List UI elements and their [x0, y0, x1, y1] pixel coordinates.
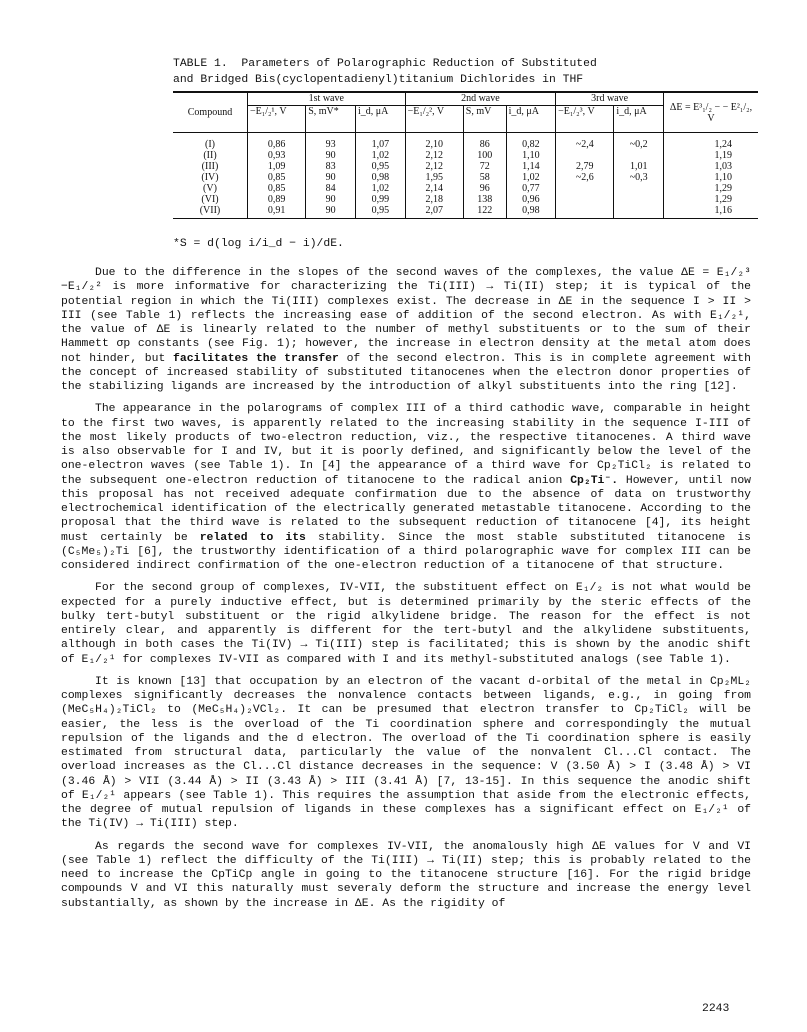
header-w3-e: −E₁/₂³, V	[556, 106, 614, 133]
cell-delta-e: 1,19	[664, 150, 759, 161]
cell-compound: (I)	[205, 139, 215, 150]
cell-e2: 2,18	[405, 194, 463, 205]
paragraph-5: As regards the second wave for complexes IV-VII, the anomalously high ΔE values for V and VI (see Table 1) reflect the difficulty of the Ti(III) → Ti(II) step; this is probably related to the need to increase the CpTiCp angle in going to the titanocene structure [16]. For the rigid bridge compounds V and VI this naturally must severaly deform the structure and increase the energy level substantially, as shown by the increase in ΔE. As the rigidity of	[61, 840, 751, 910]
cell-e1: 0,91	[248, 205, 306, 219]
paragraph-text: The appearance in the polarograms of complex III of a third cathodic wave, comparable in height to the first two waves, is apparently related to the increasing stability in the sequence I-III of the most likely products of two-electron reduction, viz., the respective titanocenes. A third wave is also observable for I and IV, but it is poorly defined, and significantly below the level of the one-electron waves (see Table 1). In [4] the appearance of a third wave for Cp₂TiCl₂ is related to the subsequent one-electron reduction of titanocene to the radical anion	[61, 403, 751, 487]
cell-compound: (VII)	[173, 205, 248, 219]
cell-s1: 84	[306, 183, 356, 194]
cell-compound: (III)	[201, 161, 219, 172]
paragraph-text: of the second electron. This is in complete agreement with the concept of increased stability of substituted titanocenes when the electron donor properties of the stabilizing ligands are increased by the introduction of alkyl substituents into the ring [12].	[61, 352, 751, 393]
cell-e2: 1,95	[405, 172, 463, 183]
cell-compound: (VI)	[201, 194, 219, 205]
cell-s2: 72	[463, 161, 506, 172]
cell-s1: 83	[306, 161, 356, 172]
header-delta-e: ΔE = E³₁/₂ − − E²₁/₂, V	[664, 92, 759, 133]
cell-i2: 1,10	[506, 150, 556, 161]
cell-i3: 1,01	[614, 161, 664, 172]
cell-i1: 0,99	[356, 194, 406, 205]
paragraph-text: Due to the difference in the slopes of the second waves of the complexes, the value ΔE = E₁/₂³ −E₁/₂² is more informative for characterizing the Ti(III) → Ti(II) step; it is typical of the potential region in which the Ti(III) complexes exist. The decrease in ΔE in the sequence I > II > III (see Table 1) reflects the increasing ease of addition of the second electron. As with E₁/₂¹, the value of ΔE is linearly related to the number of methyl substituents or to the sum of their Hammett σp constants (see Fig. 1); however, the increase in electron density at the metal atom does not hinder, but	[61, 267, 751, 365]
table-row	[173, 194, 758, 205]
cell-e2: 2,07	[405, 205, 463, 219]
header-w1-id: i_d, μA	[356, 106, 406, 133]
header-w2-id: i_d, μA	[506, 106, 556, 133]
cell-i3	[614, 183, 664, 194]
cell-e3: ~2,6	[556, 172, 614, 183]
table-row	[173, 150, 758, 161]
header-wave-1: 1st wave	[248, 92, 406, 106]
caption-line-1: TABLE 1. Parameters of Polarographic Reduction of Substituted	[173, 58, 597, 70]
cell-e1: 0,85	[248, 172, 306, 183]
page-number: 2243	[702, 1003, 730, 1015]
cell-delta-e: 1,29	[664, 183, 759, 194]
emphasis-text: Cp₂Ti⁻.	[570, 474, 619, 487]
header-compound: Compound	[173, 92, 248, 133]
cell-delta-e: 1,24	[664, 133, 759, 151]
cell-i2: 1,02	[506, 172, 556, 183]
cell-e2: 2,10	[405, 133, 463, 151]
paragraph-2	[61, 402, 751, 573]
cell-e2: 2,14	[405, 183, 463, 194]
paragraph-1	[61, 266, 751, 394]
cell-e1: 1,09	[248, 161, 306, 172]
cell-s2: 58	[463, 172, 506, 183]
cell-s1: 90	[306, 194, 356, 205]
cell-i2: 0,98	[506, 205, 556, 219]
cell-i1: 1,07	[356, 133, 406, 151]
header-w2-s: S, mV	[463, 106, 506, 133]
table-row	[173, 183, 758, 194]
table-row	[173, 133, 758, 151]
header-w1-s: S, mV*	[306, 106, 356, 133]
cell-s2: 122	[463, 205, 506, 219]
cell-i1: 1,02	[356, 150, 406, 161]
paragraph-3: For the second group of complexes, IV-VII, the substituent effect on E₁/₂ is not what would be expected for a purely inductive effect, but is determined primarily by the steric effects of the bulky tert-butyl substituent or the rigid alkylidene bridge. The reason for the effect is not entirely clear, and apparently is different for the tert-butyl and the alkylidene substituents, although in both cases the Ti(IV) → Ti(III) step is facilitated; this is shown by the anodic shift of E₁/₂¹ for complexes IV-VII as compared with I and its methyl-substituted analogs (see Table 1).	[61, 582, 751, 666]
cell-e1: 0,85	[248, 183, 306, 194]
cell-e3	[556, 183, 614, 194]
table-footnote: *S = d(log i/i_d − i)/dE.	[173, 238, 344, 250]
cell-s1: 90	[306, 205, 356, 219]
cell-i3: ~0,2	[614, 133, 664, 151]
cell-e2: 2,12	[405, 161, 463, 172]
table-group-header-row	[173, 92, 758, 106]
cell-i2: 0,77	[506, 183, 556, 194]
header-w2-e: −E₁/₂², V	[405, 106, 463, 133]
cell-i3	[614, 150, 664, 161]
cell-i3	[614, 205, 664, 219]
polarographic-table	[173, 91, 758, 219]
header-w3-id: i_d, μA	[614, 106, 664, 133]
cell-e3: ~2,4	[556, 133, 614, 151]
cell-e1: 0,86	[248, 133, 306, 151]
cell-i3	[614, 194, 664, 205]
cell-e3	[556, 150, 614, 161]
cell-s1: 90	[306, 172, 356, 183]
cell-compound: (II)	[203, 150, 217, 161]
cell-i2: 0,96	[506, 194, 556, 205]
cell-delta-e: 1,16	[664, 205, 759, 219]
cell-delta-e: 1,10	[664, 172, 759, 183]
cell-i1: 0,95	[356, 205, 406, 219]
cell-s2: 100	[463, 150, 506, 161]
cell-i1: 1,02	[356, 183, 406, 194]
header-w1-e: −E₁/₂¹, V	[248, 106, 306, 133]
cell-e1: 0,89	[248, 194, 306, 205]
paragraph-text: However, until now this proposal has not received adequate confirmation due to the absence of data on trustworthy electrochemical identification of the electrically generated metastable titanocene. According to the proposal that the third wave is related to the subsequent reduction of titanocene [4], its height must certainly be	[61, 474, 751, 544]
paragraph-text: stability. Since the most stable substituted titanocene is (C₅Me₅)₂Ti [6], the trustworthy identification of a third polarographic wave for complex III can be considered indirect confirmation of the one-electron reduction of a titanocene of that structure.	[61, 531, 751, 572]
cell-compound: (IV)	[201, 172, 219, 183]
cell-delta-e: 1,29	[664, 194, 759, 205]
cell-i3: ~0,3	[614, 172, 664, 183]
cell-e2: 2,12	[405, 150, 463, 161]
table-row	[173, 205, 758, 219]
cell-i1: 0,95	[356, 161, 406, 172]
cell-e3	[556, 194, 614, 205]
cell-s1: 93	[306, 133, 356, 151]
cell-delta-e: 1,03	[664, 161, 759, 172]
table-caption	[173, 56, 733, 88]
cell-i1: 0,98	[356, 172, 406, 183]
cell-s2: 96	[463, 183, 506, 194]
header-wave-3: 3rd wave	[556, 92, 664, 106]
table-row	[173, 161, 758, 172]
cell-s1: 90	[306, 150, 356, 161]
cell-e3: 2,79	[556, 161, 614, 172]
cell-i2: 1,14	[506, 161, 556, 172]
cell-s2: 86	[463, 133, 506, 151]
emphasis-text: facilitates the transfer	[173, 352, 339, 365]
table-row	[173, 172, 758, 183]
cell-i2: 0,82	[506, 133, 556, 151]
paragraph-4: It is known [13] that occupation by an electron of the vacant d-orbital of the metal in Cp₂ML₂ complexes significantly decreases the nonvalence contacts between ligands, e.g., in going from (MeC₅H₄)₂TiCl₂ to (MeC₅H₄)₂VCl₂. It can be presumed that electron transfer to Cp₂TiCl₂ will be easier, the less is the overload of the Ti coordination sphere and correspondingly the mutual repulsion of the ligands and the d electron. The overload of the Ti coordination sphere is easily estimated from structural data, particularly the value of the nonvalent Cl...Cl contact. The overload increases as the Cl...Cl distance decreases in the sequence: V (3.50 Å) > I (3.48 Å) > VI (3.46 Å) > VII (3.44 Å) > II (3.43 Å) > III (3.41 Å) [7, 13-15]. In this sequence the anodic shift of E₁/₂¹ appears (see Table 1). This requires the assumption that aside from the electronic effects, the degree of mutual repulsion of ligands in these complexes has a significant effect on E₁/₂¹ of the Ti(IV) → Ti(III) step.	[61, 675, 751, 831]
caption-line-2: and Bridged Bis(cyclopentadienyl)titanium Dichlorides in THF	[173, 74, 584, 86]
header-wave-2: 2nd wave	[405, 92, 556, 106]
article-body	[61, 266, 751, 919]
emphasis-text: related to its	[199, 531, 306, 544]
cell-compound: (V)	[203, 183, 217, 194]
cell-s2: 138	[463, 194, 506, 205]
cell-e1: 0,93	[248, 150, 306, 161]
cell-e3	[556, 205, 614, 219]
